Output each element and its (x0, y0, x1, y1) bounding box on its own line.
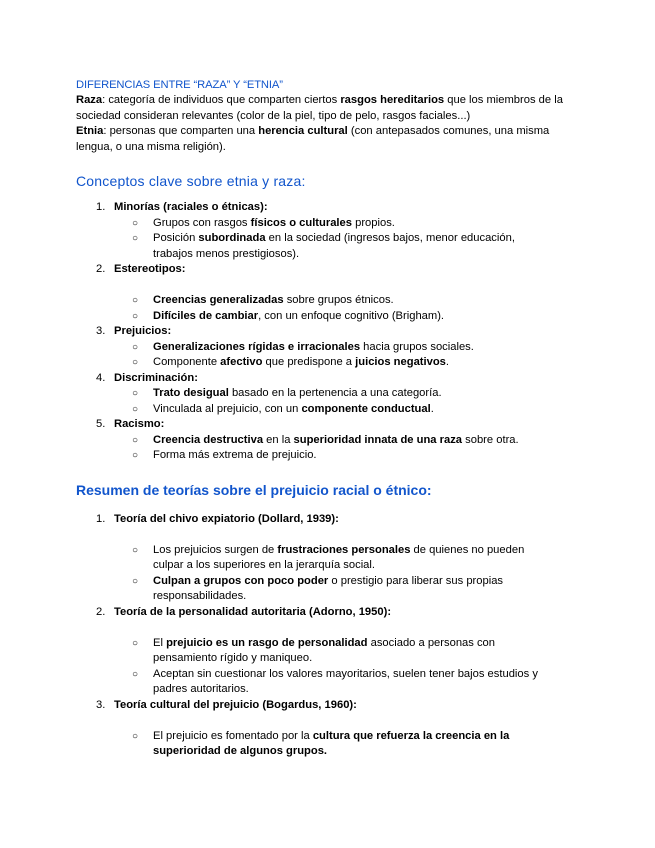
list-item: 1. Minorías (raciales o étnicas): (96, 201, 268, 213)
etnia-definition: Etnia: personas que comparten una herencia cultural (con antepasados comunes, una misma lengua, o una misma religión). (76, 125, 550, 153)
list-item: ○ Grupos con rasgos físicos o culturales propios. (76, 216, 586, 232)
list-item: 4. Discriminación: (96, 371, 198, 384)
bullet-icon: ○ (132, 341, 139, 353)
raza-definition: Raza: categoría de individuos que comparten ciertos rasgos hereditarios que los miembros de la sociedad consideran relevantes (color de la piel, tipo de pelo, rasgos faciales...) (76, 94, 563, 122)
list-item: ○ Los prejuicios surgen de frustraciones personales de quienes no pueden culpar a los superiores en la jerarquía social. (132, 543, 525, 571)
list-item: ○ Forma más extrema de prejuicio. (76, 448, 586, 464)
list-item: ○ Trato desigual basado en la pertenencia a una categoría. (76, 386, 586, 402)
teorias-heading: Resumen de teorías sobre el prejuicio racial o étnico: (76, 481, 432, 498)
list-item: ○ Aceptan sin cuestionar los valores mayoritarios, suelen tener bajos estudios y padres autoritarios. (132, 667, 538, 695)
teorias-list (76, 512, 586, 760)
bullet-icon: ○ (132, 233, 139, 244)
list-item: 2. Teoría de la personalidad autoritaria (Adorno, 1950): (96, 605, 392, 618)
list-item: ○ El prejuicio es un rasgo de personalidad asociado a personas con pensamiento rígido y maniqueo. (132, 636, 495, 664)
bullet-icon: ○ (132, 403, 139, 415)
bullet-icon: ○ (132, 388, 139, 399)
list-item: ○ El prejuicio es fomentado por la cultura que refuerza la creencia en la superioridad de algunos grupos. (132, 729, 510, 757)
list-item: 3. Teoría cultural del prejuicio (Bogardus, 1960): (96, 698, 357, 711)
list-item: ○ Vinculada al prejuicio, con un componente conductual. (76, 402, 586, 418)
bullet-icon: ○ (132, 544, 139, 556)
bullet-icon: ○ (132, 637, 139, 649)
list-item: ○ Difíciles de cambiar, con un enfoque cognitivo (Brigham). (76, 309, 586, 325)
list-item: 1. Teoría del chivo expiatorio (Dollard, 1939): (96, 512, 339, 525)
bullet-icon: ○ (132, 434, 139, 446)
list-item: ○ Creencia destructiva en la superioridad innata de una raza sobre otra. (76, 433, 586, 449)
list-item: 2. Estereotipos: (96, 263, 186, 275)
list-item: ○ Creencias generalizadas sobre grupos étnicos. (76, 293, 586, 309)
bullet-icon: ○ (132, 668, 139, 680)
list-item: 5. Racismo: (96, 418, 165, 430)
list-item: ○ Componente afectivo que predispone a juicios negativos. (76, 355, 586, 371)
list-item: 3. Prejuicios: (96, 325, 172, 337)
list-item: ○ Posición subordinada en la sociedad (ingresos bajos, menor educación, trabajos menos prestigiosos). (132, 232, 515, 260)
bullet-icon: ○ (132, 217, 139, 229)
bullet-icon: ○ (132, 310, 139, 322)
bullet-icon: ○ (132, 450, 139, 461)
list-item: ○ Culpan a grupos con poco poder o prestigio para liberar sus propias responsabilidades. (132, 574, 504, 602)
list-item: ○ Generalizaciones rígidas e irracionales hacia grupos sociales. (76, 340, 586, 356)
conceptos-list (76, 200, 586, 464)
bullet-icon: ○ (132, 575, 139, 587)
document-page (76, 78, 586, 760)
bullet-icon: ○ (132, 357, 139, 368)
bullet-icon: ○ (132, 295, 139, 306)
conceptos-heading: Conceptos clave sobre etnia y raza: (76, 173, 306, 189)
differences-title: DIFERENCIAS ENTRE “RAZA” Y “ETNIA” (76, 79, 283, 91)
bullet-icon: ○ (132, 730, 139, 742)
